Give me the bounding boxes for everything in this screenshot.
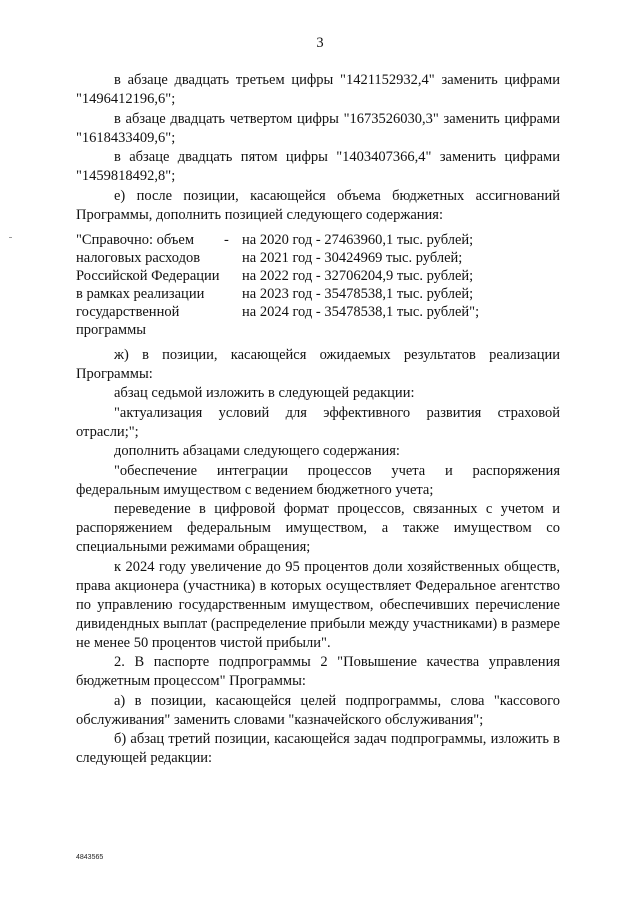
document-body [76,71,560,769]
paragraph-9: "обеспечение интеграции процессов учета и распоряжения федеральным имуществом с ведением бюджетного учета; [76,462,560,498]
paragraph-14: б) абзац третий позиции, касающейся задач подпрограммы, изложить в следующей редакции: [76,731,560,766]
paragraph-11: к 2024 году увеличение до 95 процентов доли хозяйственных обществ, права акционера (участника) в которых осуществляет Федеральное агентство по управлению государственным имуществом, обеспечивших перечисление дивидендных выплат (распределение прибыли между участниками) в размере не менее 50 процентов чистой прибыли". [76,558,560,651]
margin-mark [9,237,12,238]
paragraph-13: а) в позиции, касающейся целей подпрограммы, слова "кассового обслуживания" заменить словами "казначейского обслуживания"; [76,692,560,728]
document-code: 4843565 [76,854,104,861]
paragraph-2: в абзаце двадцать четвертом цифры "1673526030,3" заменить цифрами "1618433409,6"; [76,110,560,146]
reference-dash: - [224,231,229,248]
paragraph-3: в абзаце двадцать пятом цифры "1403407366,4" заменить цифрами "1459818492,8"; [76,149,560,184]
reference-line-2020: на 2020 год - 27463960,1 тыс. рублей; [242,231,474,248]
paragraph-5: ж) в позиции, касающейся ожидаемых результатов реализации Программы: [76,346,560,382]
paragraph-4: е) после позиции, касающейся объема бюджетных ассигнований Программы, дополнить позицией следующего содержания: [76,187,560,223]
paragraph-7: "актуализация условий для эффективного развития страховой отрасли;"; [76,404,560,440]
paragraph-1: в абзаце двадцать третьем цифры "1421152932,4" заменить цифрами "1496412196,6"; [76,72,560,107]
page-number: 3 [316,35,324,51]
reference-line-2022: на 2022 год - 32706204,9 тыс. рублей; [242,267,474,284]
paragraph-12: 2. В паспорте подпрограммы 2 "Повышение качества управления бюджетным процессом" Программы: [76,654,560,689]
paragraph-10: переведение в цифровой формат процессов, связанных с учетом и распоряжением федеральным имуществом, а также имуществом со специальными режимами обращения; [76,501,560,555]
reference-label: "Справочно: объем налоговых расходов Российской Федерации в рамках реализации государственной программы [76,231,220,338]
reference-line-2024: на 2024 год - 35478538,1 тыс. рублей"; [242,303,480,320]
reference-block [76,231,560,339]
reference-line-2023: на 2023 год - 35478538,1 тыс. рублей; [242,285,474,302]
reference-line-2021: на 2021 год - 30424969 тыс. рублей; [242,249,463,266]
reference-values [242,231,560,339]
paragraph-8: дополнить абзацами следующего содержания: [114,443,400,459]
paragraph-6: абзац седьмой изложить в следующей редакции: [114,385,415,401]
